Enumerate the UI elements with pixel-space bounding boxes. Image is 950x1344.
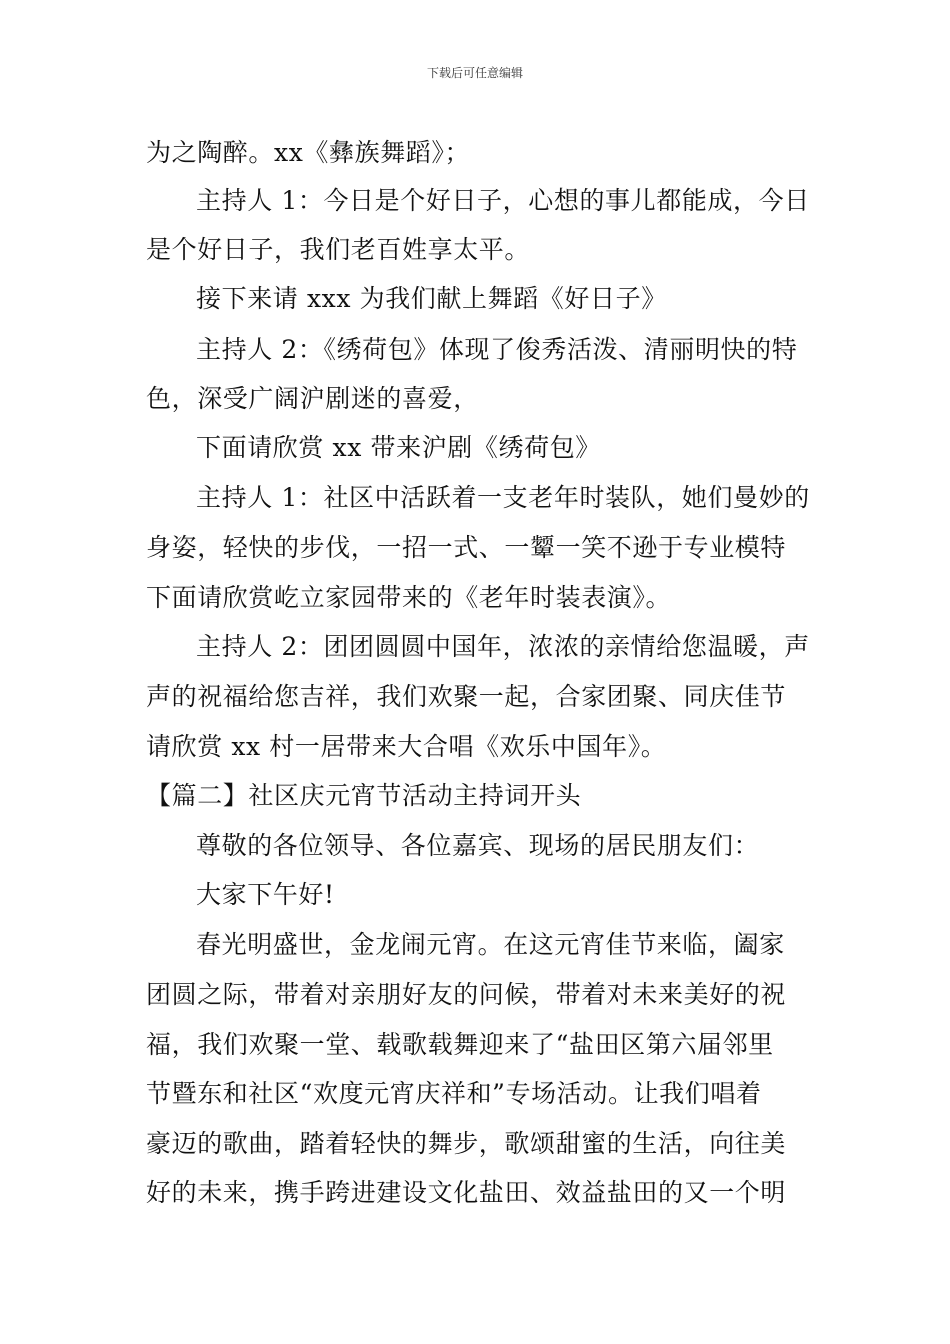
text-line: 身姿，轻快的步伐，一招一式、一颦一笑不逊于专业模特 <box>146 533 787 562</box>
text-line: 接下来请 xxx 为我们献上舞蹈《好日子》 <box>196 284 667 313</box>
section-heading: 【篇二】社区庆元宵节活动主持词开头 <box>146 781 582 810</box>
text-line: 主持人 2：《绣荷包》体现了俊秀活泼、清丽明快的特 <box>196 335 798 364</box>
text-line: 大家下午好! <box>196 880 335 909</box>
text-line: 豪迈的歌曲，踏着轻快的舞步，歌颂甜蜜的生活，向往美 <box>146 1129 787 1158</box>
text-line: 春光明盛世，金龙闹元宵。在这元宵佳节来临，阖家 <box>196 930 785 959</box>
text-line: 福，我们欢聚一堂、载歌载舞迎来了“盐田区第六届邻里 <box>146 1030 774 1059</box>
text-line: 下面请欣赏 xx 带来沪剧《绣荷包》 <box>196 433 601 462</box>
text-line: 节暨东和社区“欢度元宵庆祥和”专场活动。让我们唱着 <box>146 1079 762 1108</box>
page-header-note: 下载后可任意编辑 <box>426 66 523 80</box>
text-line: 团圆之际，带着对亲朋好友的问候，带着对未来美好的祝 <box>146 980 787 1009</box>
text-line: 好的未来，携手跨进建设文化盐田、效益盐田的又一个明 <box>146 1178 787 1207</box>
text-line: 主持人 1：今日是个好日子，心想的事儿都能成，今日 <box>196 186 810 215</box>
text-line: 请欣赏 xx 村一居带来大合唱《欢乐中国年》。 <box>146 732 667 761</box>
text-line: 主持人 1：社区中活跃着一支老年时装队，她们曼妙的 <box>196 483 810 512</box>
text-line: 色，深受广阔沪剧迷的喜爱， <box>146 384 479 413</box>
text-line: 为之陶醉。xx《彝族舞蹈》； <box>146 138 471 167</box>
text-line: 是个好日子，我们老百姓享太平。 <box>146 235 531 264</box>
text-line: 尊敬的各位领导、各位嘉宾、现场的居民朋友们： <box>196 831 760 860</box>
text-line: 下面请欣赏屹立家园带来的《老年时装表演》。 <box>146 583 672 612</box>
text-line: 声的祝福给您吉祥，我们欢聚一起，合家团聚、同庆佳节 <box>146 682 787 711</box>
text-line: 主持人 2：团团圆圆中国年，浓浓的亲情给您温暖，声 <box>196 632 810 661</box>
